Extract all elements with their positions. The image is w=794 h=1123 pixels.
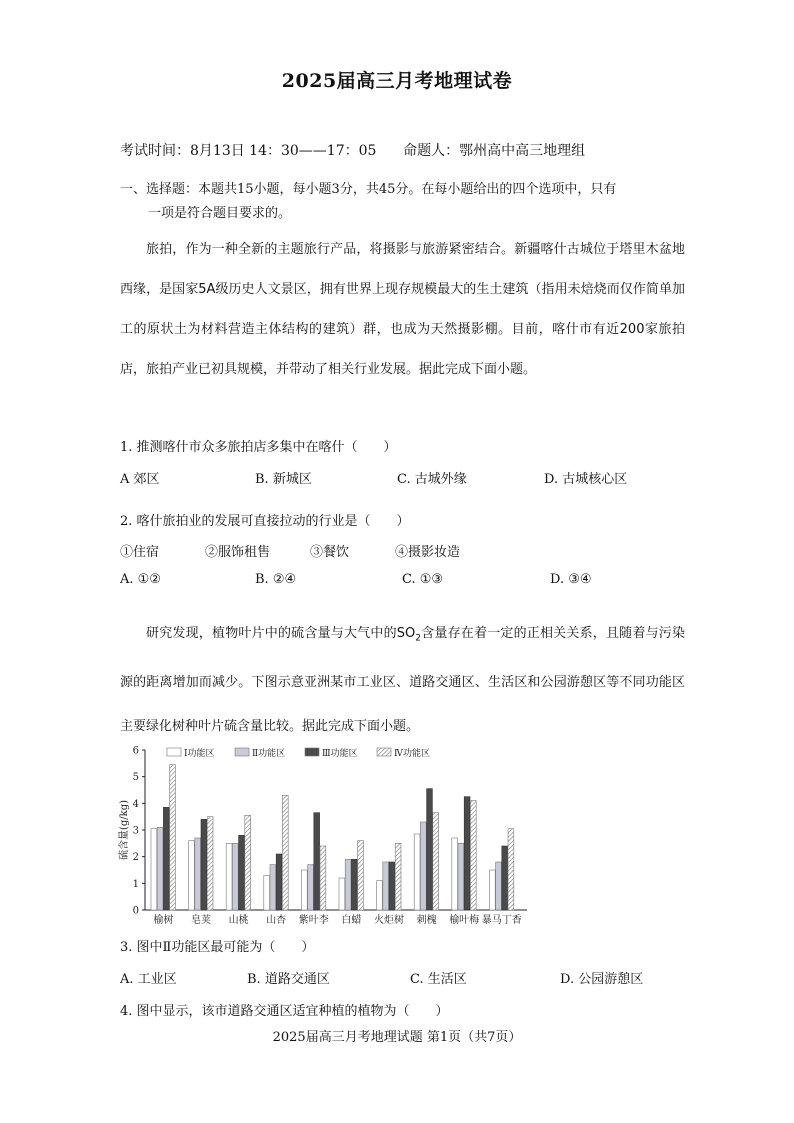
bar (470, 801, 476, 910)
sulfur-bar-chart (115, 742, 535, 928)
page-title: 2025届高三月考地理试卷 (281, 70, 513, 92)
passage-2 (120, 612, 685, 749)
bar (508, 829, 514, 910)
bar (239, 835, 245, 910)
q2-option-b[interactable]: B. ②④ (255, 572, 297, 587)
q1-option-d[interactable]: D. 古城核心区 (544, 472, 628, 487)
bar (308, 865, 314, 910)
x-tick-label: 刺槐 (416, 915, 437, 926)
bar (163, 807, 169, 910)
bar (301, 870, 307, 910)
q3-option-b[interactable]: B. 道路交通区 (247, 972, 330, 987)
passage-2-part2: 含量存在着一定的正相关关系，且随着与污染源的距离增加而减少。下图示意亚洲某市工业区、道路交通区、生活区和公园游憩区等不同功能区主要绿化树种叶片硫含量比较。据此完成下面小题。 (120, 626, 685, 734)
q2-item-4: ④摄影妆造 (395, 545, 461, 560)
q2-item-1: ①住宿 (120, 545, 160, 560)
question-4-stem: 4. 图中显示，该市道路交通区适宜种植的植物为（ ） (120, 1004, 449, 1019)
y-tick-label: 4 (132, 798, 139, 810)
q2-option-d[interactable]: D. ③④ (550, 572, 592, 587)
question-2-stem: 2. 喀什旅拍业的发展可直接拉动的行业是（ ） (120, 514, 410, 529)
section-heading-line1: 一、选择题：本题共15小题，每小题3分，共45分。在每小题给出的四个选项中，只有 (120, 182, 617, 197)
bar (339, 878, 345, 910)
bar (395, 843, 401, 910)
q3-option-c[interactable]: C. 生活区 (410, 972, 467, 987)
bar (201, 819, 207, 910)
bar (433, 813, 439, 910)
bar (427, 789, 433, 910)
page-footer: 2025届高三月考地理试题 第1页（共7页） (272, 1030, 522, 1045)
y-axis-label: 硫含量(g/kg) (119, 799, 130, 861)
bar (496, 862, 502, 910)
passage-2-part1: 研究发现，植物叶片中的硫含量与大气中的SO (146, 626, 416, 641)
legend-swatch (377, 748, 391, 756)
q1-option-a[interactable]: A 郊区 (120, 472, 160, 487)
bar (345, 859, 351, 910)
y-tick-label: 1 (132, 878, 139, 890)
exam-author: 命题人：鄂州高中高三地理组 (403, 143, 586, 159)
q2-option-c[interactable]: C. ①③ (402, 572, 444, 587)
legend-swatch (235, 748, 249, 756)
question-1-stem: 1. 推测喀什市众多旅拍店多集中在喀什（ ） (120, 440, 397, 455)
bar (383, 862, 389, 910)
legend-swatch (305, 748, 319, 756)
exam-info (120, 140, 585, 160)
bar (282, 795, 288, 910)
bar (458, 843, 464, 910)
question-2-items (120, 541, 680, 561)
bar (151, 829, 157, 910)
bar (189, 841, 195, 910)
bar (389, 862, 395, 910)
question-1-options (120, 468, 680, 488)
q2-item-3: ③餐饮 (310, 545, 350, 560)
bar (502, 846, 508, 910)
bar (464, 797, 470, 910)
bar (452, 838, 458, 910)
x-tick-label: 榆叶梅 (449, 915, 480, 926)
bar (377, 881, 383, 910)
legend-label: Ⅰ功能区 (184, 749, 215, 759)
bar (489, 870, 495, 910)
passage-2-sub: 2 (415, 633, 421, 644)
bar (351, 859, 357, 910)
legend-swatch (167, 748, 181, 756)
section-heading-line2: 一项是符合题目要求的。 (148, 206, 292, 221)
q1-option-b[interactable]: B. 新城区 (255, 472, 312, 487)
y-tick-label: 6 (132, 745, 139, 757)
y-tick-label: 5 (132, 772, 139, 784)
q2-option-a[interactable]: A. ①② (120, 572, 161, 587)
x-tick-label: 暴马丁香 (481, 915, 522, 926)
legend-label: Ⅳ功能区 (394, 749, 430, 759)
x-tick-label: 火炬树 (374, 915, 404, 926)
bar (170, 765, 176, 910)
bar (264, 875, 270, 910)
passage-1: 旅拍，作为一种全新的主题旅行产品，将摄影与旅游紧密结合。新疆喀什古城位于塔里木盆地西缘，是国家5A级历史人文景区，拥有世界上现存规模最大的生土建筑（指用未焙烧而仅作简单加工的原状土为材料营造主体结构的建筑）群，也成为天然摄影棚。目前，喀什市有近200家旅拍店，旅拍产业已初具规模，并带动了相关行业发展。据此完成下面小题。 (120, 242, 685, 377)
question-2-options (120, 572, 680, 592)
q3-option-a[interactable]: A. 工业区 (120, 972, 177, 987)
section-heading (120, 178, 680, 226)
q1-option-c[interactable]: C. 古城外缘 (397, 472, 467, 487)
bar (420, 822, 426, 910)
y-tick-label: 0 (132, 905, 139, 917)
bar (157, 827, 163, 910)
bar (195, 838, 201, 910)
bar (226, 843, 232, 910)
bar (270, 865, 276, 910)
bar (314, 813, 320, 910)
question-3-stem: 3. 图中Ⅱ功能区最可能为（ ） (120, 940, 315, 955)
y-tick-label: 3 (132, 825, 139, 837)
q2-item-2: ②服饰租售 (205, 545, 271, 560)
bar (276, 854, 282, 910)
bar (245, 815, 251, 910)
x-tick-label: 山杏 (266, 915, 287, 926)
bar (207, 817, 213, 910)
bar (414, 834, 420, 910)
x-tick-label: 紫叶李 (298, 915, 329, 926)
legend-label: Ⅲ功能区 (322, 749, 358, 759)
question-3-options (120, 968, 680, 988)
legend-label: Ⅱ功能区 (252, 749, 286, 759)
bar (358, 841, 364, 910)
x-tick-label: 榆树 (153, 915, 174, 926)
q3-option-d[interactable]: D. 公园游憩区 (560, 972, 644, 987)
bar (320, 846, 326, 910)
exam-time: 考试时间：8月13日 14：30——17：05 (120, 143, 377, 159)
bar (232, 843, 238, 910)
x-tick-label: 皂荚 (191, 915, 211, 926)
x-tick-label: 山桃 (228, 915, 249, 926)
y-tick-label: 2 (132, 852, 139, 864)
x-tick-label: 白蜡 (341, 915, 362, 926)
